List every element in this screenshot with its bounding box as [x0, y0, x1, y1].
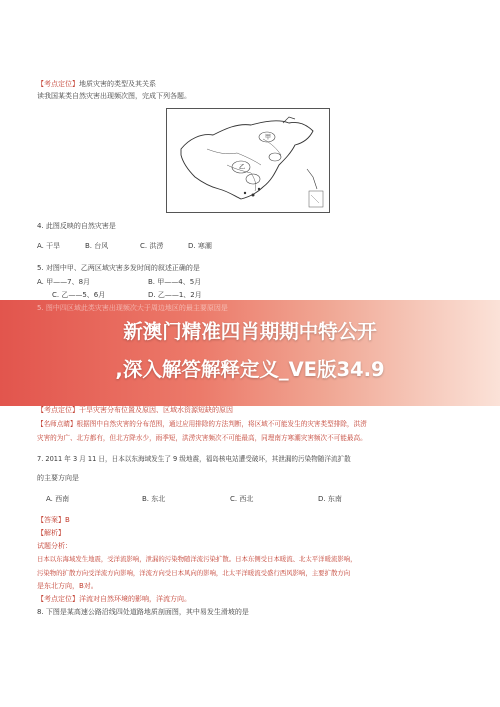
kaodian-drought: 【考点定位】干旱灾害分布位置及原因、区域水资源短缺的原因: [37, 406, 233, 414]
q5-option-b: B. 甲——4、5月: [148, 278, 202, 286]
q7-option-c: C. 西北: [230, 495, 254, 503]
q4-option-c: C. 洪涝: [140, 242, 164, 250]
q4-option-d: D. 寒潮: [188, 242, 212, 250]
q7-option-b: B. 东北: [142, 495, 166, 503]
map-label-jia: 甲: [265, 134, 272, 141]
q7-option-d: D. 东南: [318, 495, 342, 503]
q7-option-a: A. 西南: [46, 495, 70, 503]
q4-option-a: A. 干旱: [37, 242, 61, 250]
analysis-label: 试题分析：: [37, 542, 72, 550]
q5-option-c: C. 乙——5、6月: [52, 291, 106, 299]
map-svg: [167, 109, 329, 212]
banner-line-2: ,深入解答解释定义_VE版34.9: [115, 358, 385, 381]
q5-option-a: A. 甲——7、8月: [37, 278, 91, 286]
q7-stem-1: 7. 2011 年 3 月 11 日，日本以东海域发生了 9 级地震，福岛核电站遭受破坏，其泄漏的污染物随洋流扩散: [37, 455, 351, 463]
mingshi-line-2: 灾害的为广、北方都有，但北方降水少，雨季短，洪涝灾害频次不可能最高，同理南方寒潮灾害频次不可能最高。: [37, 434, 367, 442]
q5-stem: 5. 对图中甲、乙两区域灾害多发时间的叙述正确的是: [37, 264, 200, 272]
q4-stem: 4. 此图反映的自然灾害是: [37, 222, 116, 230]
promo-banner: [0, 300, 500, 406]
answer-label: 【答案】B: [37, 516, 70, 524]
q4-option-b: B. 台风: [85, 242, 109, 250]
map-label-yi: 乙: [239, 164, 246, 171]
china-disaster-map: [166, 108, 330, 213]
q7-stem-2: 的主要方向是: [37, 474, 79, 482]
mingshi-line-1: 【名师点睛】根据图中自然灾害的分布范围，通过应用排除的方法判断，将区域不可能发生的灾害类型排除，洪涝: [37, 420, 367, 428]
analysis-line-1: 日本以东海域发生地震，受洋流影响，泄漏的污染物随洋流污染扩散。日本东侧受日本暖流、北太平洋暖流影响，: [37, 555, 357, 563]
q8-stem: 8. 下图是某高速公路沿线四处道路地质剖面图，其中易发生滑坡的是: [37, 608, 249, 616]
jiexi-label: 【解析】: [37, 529, 65, 537]
analysis-line-2: 污染物的扩散方向受洋流方向影响，洋流方向受日本风向的影响，北太平洋暖流受盛行西风影响，主要扩散方向: [37, 569, 351, 577]
banner-line-1: 新澳门精准四肖期期中特公开: [123, 320, 377, 343]
instruction-text: 读我国某类自然灾害出现频次图，完成下列各题。: [37, 92, 191, 100]
q5-option-d: D. 乙——1、2月: [148, 291, 202, 299]
kaodian-ocean-current: 【考点定位】洋流对自然环境的影响，洋流方向。: [37, 595, 191, 603]
analysis-line-3: 是东北方向，B对。: [37, 582, 98, 590]
q6-stem-obscured: 5. 图中四区域此类灾害出现频次大于周边地区的最主要原因是: [37, 304, 228, 312]
kaodian-tag-top: 【考点定位】地质灾害的类型及其关系: [37, 80, 156, 88]
